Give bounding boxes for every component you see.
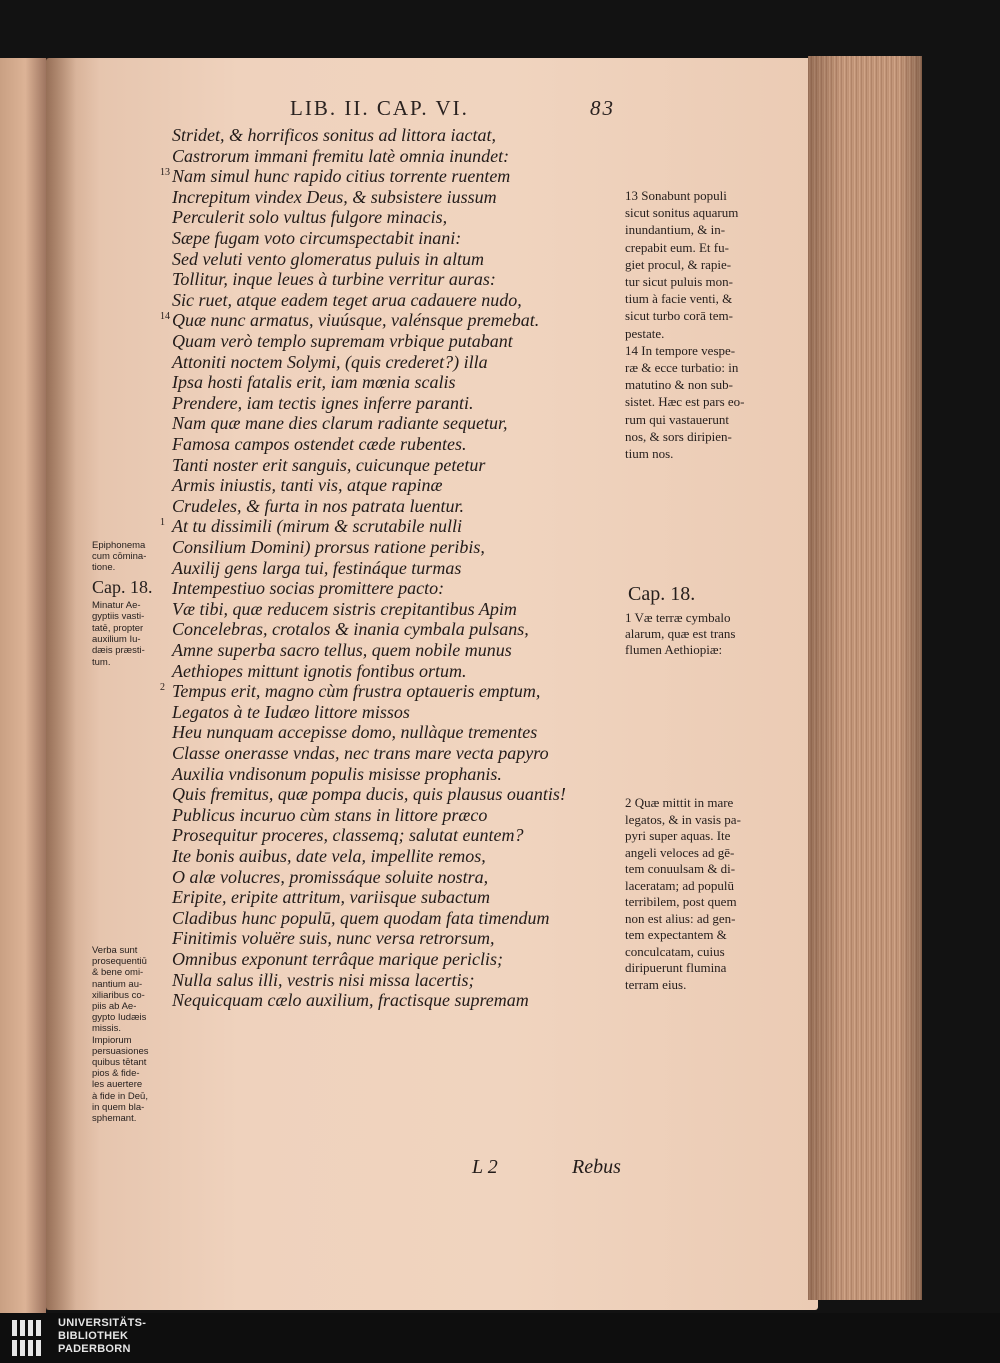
margin-note-line: 13 Sonabunt populi [625, 188, 727, 203]
margin-note-line: gyptiis vasti- [92, 611, 145, 623]
verse-line: Concelebras, crotalos & inania cymbala pulsans, [172, 619, 529, 640]
library-logo-text [58, 1317, 146, 1356]
verse-line: Sæpe fugam voto circumspectabit inani: [172, 228, 462, 248]
verse-line: Væ tibi, quæ reducem sistris crepitantibus Apim [172, 598, 517, 619]
verse-line: Castrorum immani fremitu latè omnia inundet: [172, 145, 510, 166]
verse-line: Tollitur, inque leues à turbine verritur auras: [172, 269, 496, 290]
verse-line: Legatos à te Iudæo littore missos [172, 701, 410, 722]
verse-line: Consilium Domini) prorsus ratione peribis, [172, 537, 485, 557]
margin-note-line: 1 Væ terræ cymbalo [625, 610, 731, 625]
margin-note-line: crepabit eum. Et fu- [625, 239, 729, 255]
verse-line: Auxilia vndisonum populis misisse prophanis. [172, 763, 502, 784]
verse-line: Quam verò templo supremam vrbique putabant [172, 331, 513, 351]
margin-note-line: sphemant. [92, 1113, 137, 1124]
margin-note-line: persuasiones [92, 1045, 149, 1057]
margin-note-line: tione. [92, 562, 116, 573]
verse-line: Prosequitur proceres, classemq; salutat euntem? [172, 825, 524, 846]
margin-note-line: Minatur Ae- [92, 600, 141, 611]
margin-note-line: laceratam; ad populū [625, 877, 735, 893]
margin-note-line: & bene omi- [92, 967, 144, 979]
margin-note-line: sicut turbo corā tem- [625, 308, 733, 324]
margin-note-line: pestate. [625, 325, 665, 341]
verse-line: Prendere, iam tectis ignes inferre paranti. [172, 392, 474, 413]
margin-note-line: gypto Iudæis [92, 1012, 147, 1024]
verse-number: 14 [160, 311, 170, 323]
margin-note-line: angeli veloces ad gē- [625, 844, 735, 860]
margin-note-line: tem conuulsam & di- [625, 861, 736, 876]
margin-note-line: tur sicut puluis mon- [625, 274, 733, 289]
verse-number: 1 [160, 517, 165, 529]
logo-line-2: BIBLIOTHEK [58, 1330, 129, 1342]
margin-note-line: in quem bla- [92, 1101, 145, 1113]
verse-line: Increpitum vindex Deus, & subsistere iussum [172, 186, 497, 207]
verse-line: Nam quæ mane dies clarum radiante sequetur, [172, 413, 508, 434]
verse-line: Armis iniustis, tanti vis, atque rapinæ [172, 475, 443, 496]
margin-note-line: nos, & sors diripien- [625, 428, 732, 444]
verse-line: Publicus incuruo cùm stans in littore præco [172, 804, 488, 825]
margin-note-line: pios & fide- [92, 1068, 140, 1080]
margin-note-line: missis. [92, 1023, 122, 1035]
verse-line: Nulla salus illi, vestris nisi missa lacertis; [172, 969, 475, 990]
verse-line: At tu dissimili (mirum & scrutabile nulli [172, 516, 463, 537]
verse-line: Perculerit solo vultus fulgore minacis, [172, 207, 448, 228]
left-chapter-heading: Cap. 18. [92, 577, 153, 597]
verse-line: Intempestiuo socias promittere pacto: [172, 578, 445, 599]
margin-note-line: tatē, propter [92, 622, 144, 634]
margin-note-line: 14 In tempore vespe- [625, 342, 736, 358]
margin-note-line: terram eius. [625, 976, 687, 992]
running-head-title: LIB. II. CAP. VI. [290, 96, 469, 120]
verse-line: Finitimis voluëre suis, nunc versa retrorsum, [172, 928, 495, 949]
logo-line-3: PADERBORN [58, 1343, 131, 1355]
verse-line: Stridet, & horrificos sonitus ad littora iactat, [172, 125, 497, 145]
margin-note-line: matutino & non sub- [625, 377, 733, 393]
margin-note-line: flumen Aethiopiæ: [625, 642, 723, 657]
margin-note-line: ræ & ecce turbatio: in [625, 360, 739, 375]
margin-note-line: à fide in Deū, [92, 1090, 148, 1102]
facing-page-edge [0, 58, 46, 1320]
verse-line: Eripite, eripite attritum, variisque subactum [172, 887, 490, 908]
verse-line: Quæ nunc armatus, viuúsque, valénsque premebat. [172, 310, 540, 331]
margin-note-line: nantium au- [92, 978, 143, 990]
margin-note-line: Epiphonema [92, 540, 146, 551]
margin-note-line: pyri super aquas. Ite [625, 828, 731, 843]
catchword: Rebus [572, 1156, 621, 1178]
page-gutter-shadow [46, 58, 76, 1310]
margin-note-line: xiliaribus co- [92, 989, 145, 1001]
margin-note-line: diripuerunt flumina [625, 960, 727, 975]
margin-note-line: tium à facie venti, & [625, 291, 733, 307]
signature-mark: L 2 [472, 1156, 498, 1178]
margin-note-line: non est alius: ad gen- [625, 910, 736, 926]
verse-line: Sic ruet, atque eadem teget arua cadauere nudo, [172, 289, 522, 310]
verse-line: Crudeles, & furta in nos patrata luentur. [172, 495, 465, 516]
verse-line: Nequicquam cælo auxilium, fractisque supremam [172, 990, 529, 1011]
verse-line: Omnibus exponunt terrâque marique periclis; [172, 949, 503, 969]
margin-note-line: piis ab Ae- [92, 1001, 137, 1012]
book-fore-edge-shadow [808, 56, 922, 1300]
verse-line: Ite bonis auibus, date vela, impellite remos, [172, 846, 486, 866]
right-chapter-heading: Cap. 18. [628, 583, 696, 605]
verse-line: Classe onerasse vndas, nec trans mare vecta papyro [172, 743, 549, 763]
verse-line: Ipsa hosti fatalis erit, iam mœnia scalis [172, 372, 456, 393]
verse-line: O alæ volucres, promissáque soluite nostra, [172, 866, 489, 887]
verse-line: Sed veluti vento glomeratus puluis in altum [172, 248, 484, 269]
verse-number: 13 [160, 167, 170, 179]
margin-note-line: tium nos. [625, 446, 674, 461]
margin-note-line: dæis præsti- [92, 645, 145, 657]
verse-line: Famosa campos ostendet cæde rubentes. [172, 434, 467, 454]
verse-line: Aethiopes mittunt ignotis fontibus ortum. [172, 660, 467, 681]
margin-note-line: conculcatam, cuius [625, 943, 725, 959]
margin-note-line: quibus tētant [92, 1057, 147, 1068]
verse-line: Tanti noster erit sanguis, cuicunque petetur [172, 454, 486, 475]
page-number: 83 [590, 96, 615, 120]
margin-note-line: rum qui vastauerunt [625, 411, 729, 427]
margin-note-line: sistet. Hæc est pars eo- [625, 394, 745, 410]
verse-line: Nam simul hunc rapido citius torrente ruentem [172, 166, 511, 187]
verse-line: Auxilij gens larga tui, festináque turmas [172, 557, 462, 578]
margin-note-line: terribilem, post quem [625, 894, 737, 909]
margin-note-line: alarum, quæ est trans [625, 626, 736, 641]
verse-line: Cladibus hunc populū, quem quodam fata timendum [172, 907, 550, 928]
margin-note-line: legatos, & in vasis pa- [625, 811, 741, 827]
verse-number: 2 [160, 682, 165, 694]
margin-note-line: les auertere [92, 1079, 143, 1091]
verse-line: Heu nunquam accepisse domo, nullàque trementes [172, 722, 538, 743]
margin-note-line: tum. [92, 656, 111, 668]
running-head [290, 96, 630, 122]
margin-note-line: inundantium, & in- [625, 222, 726, 238]
margin-note-line: Impiorum [92, 1034, 132, 1046]
verse-line: Quis fremitus, quæ pompa ducis, quis plausus ouantis! [172, 784, 566, 805]
margin-note-line: Verba sunt [92, 945, 138, 956]
footer-bar [0, 1313, 1000, 1363]
verse-line: Attoniti noctem Solymi, (quis crederet?) illa [172, 351, 488, 372]
margin-note-line: auxilium Iu- [92, 633, 141, 645]
library-logo-icon [10, 1318, 50, 1358]
margin-note-line: tem expectantem & [625, 927, 727, 942]
verse-line: Amne superba sacro tellus, quem nobile munus [172, 640, 512, 660]
margin-note-line: 2 Quæ mittit in mare [625, 795, 734, 810]
margin-note-line: cum cōmina- [92, 551, 147, 562]
margin-note-line: giet procul, & rapie- [625, 256, 732, 272]
verse-line: Tempus erit, magno cùm frustra optaueris emptum, [172, 681, 541, 702]
margin-note-line: prosequentiū [92, 956, 147, 968]
logo-line-1: UNIVERSITÄTS- [58, 1317, 147, 1329]
margin-note-line: sicut sonitus aquarum [625, 205, 739, 221]
